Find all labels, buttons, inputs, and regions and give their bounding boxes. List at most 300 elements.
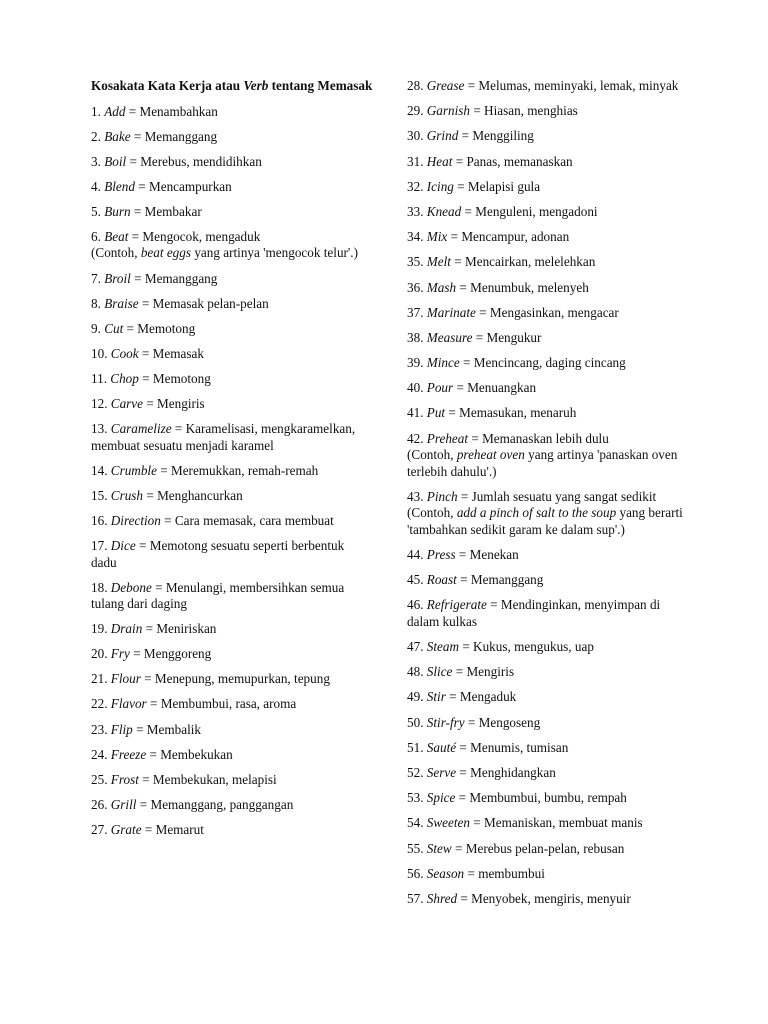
vocab-item [407, 78, 689, 95]
vocab-item [91, 321, 373, 338]
item-meaning: Hiasan, menghias [484, 103, 578, 119]
item-meaning: Meniriskan [156, 621, 217, 637]
vocab-item [91, 296, 373, 313]
item-number: 43. [407, 488, 424, 504]
vocab-item [407, 715, 689, 732]
item-meaning: Membekukan, melapisi [152, 771, 277, 787]
vocab-list-right [407, 78, 689, 907]
vocab-item [91, 104, 373, 121]
vocab-item [91, 154, 373, 171]
item-term: Sweeten [426, 815, 470, 831]
item-number: 21. [91, 671, 108, 687]
item-term: Sauté [426, 739, 457, 755]
item-term: Roast [426, 572, 457, 588]
item-number: 10. [91, 345, 108, 361]
item-meaning: Membumbui, rasa, aroma [160, 696, 297, 712]
item-meaning: Memotong sesuatu seperti berbentuk dadu [91, 538, 345, 570]
item-number: 12. [91, 396, 108, 412]
item-meaning: Panas, memanaskan [466, 153, 573, 169]
vocab-item [407, 572, 689, 589]
item-number: 2. [91, 128, 101, 144]
item-term: Flip [110, 721, 133, 737]
item-term: Beat [104, 228, 129, 244]
item-separator: = [128, 228, 143, 244]
item-number: 44. [407, 547, 424, 562]
item-term: Stir [426, 689, 446, 705]
item-term: Mash [426, 279, 457, 295]
item-number: 5. [91, 203, 101, 219]
item-term: Heat [426, 153, 453, 169]
vocab-item [91, 346, 373, 363]
item-term: Refrigerate [426, 597, 487, 613]
left-column [91, 78, 373, 847]
item-term: Grate [110, 821, 142, 837]
item-separator: = [475, 304, 490, 320]
item-number: 32. [407, 178, 424, 194]
vocab-item [407, 204, 689, 221]
item-meaning: Menulangi, membersihkan semua tulang dari daging [91, 579, 345, 612]
item-number: 23. [91, 721, 108, 737]
item-meaning: Membakar [144, 203, 202, 219]
vocab-item [91, 621, 373, 638]
vocab-item [407, 689, 689, 706]
item-separator: = [143, 396, 158, 412]
vocab-item [91, 488, 373, 505]
item-term: Steam [426, 639, 460, 655]
item-number: 6. [91, 228, 101, 244]
item-term: Pour [426, 380, 454, 396]
item-number: 52. [407, 765, 424, 780]
item-separator: = [156, 462, 171, 478]
item-term: Crush [110, 487, 144, 503]
item-term: Mince [426, 355, 460, 371]
item-separator: = [459, 639, 474, 655]
item-term: Add [104, 103, 126, 119]
item-separator: = [143, 487, 158, 503]
item-separator: = [451, 840, 466, 856]
item-meaning: Menambahkan [139, 103, 218, 119]
vocab-item [91, 371, 373, 388]
item-meaning: Mengiris [466, 664, 515, 680]
item-number: 4. [91, 178, 101, 194]
vocab-item [91, 722, 373, 739]
item-separator: = [160, 512, 175, 528]
item-meaning: Merebus, mendidihkan [140, 153, 262, 169]
item-meaning: Menggoreng [143, 646, 212, 662]
vocab-item [91, 538, 373, 571]
item-separator: = [130, 203, 145, 219]
item-separator: = [464, 714, 479, 730]
item-separator: = [452, 664, 467, 680]
item-meaning: Mengasinkan, mengacar [489, 304, 619, 320]
item-meaning: Menumbuk, melenyeh [470, 279, 589, 295]
item-separator: = [445, 689, 460, 705]
item-separator: = [171, 421, 186, 437]
note-text: (Contoh, [407, 505, 457, 521]
item-term: Garnish [426, 103, 471, 119]
item-meaning: Memanggang [144, 128, 218, 144]
item-number: 7. [91, 270, 101, 286]
vocab-item [91, 179, 373, 196]
item-meaning: Mengocok, mengaduk [142, 228, 261, 244]
item-number: 51. [407, 739, 424, 755]
item-separator: = [453, 380, 468, 396]
item-meaning: Mencincang, daging cincang [473, 355, 626, 371]
item-term: Mix [426, 229, 448, 245]
item-meaning: Memotong [152, 370, 211, 386]
item-number: 39. [407, 355, 424, 371]
item-meaning: Kukus, mengukus, uap [473, 639, 594, 655]
item-separator: = [125, 103, 140, 119]
item-meaning: Membumbui, bumbu, rempah [469, 790, 627, 806]
item-number: 33. [407, 203, 424, 219]
right-column [407, 78, 689, 916]
item-term: Caramelize [110, 421, 172, 437]
item-number: 17. [91, 538, 108, 553]
vocab-item [91, 772, 373, 789]
item-number: 1. [91, 103, 101, 119]
item-term: Broil [104, 270, 131, 286]
item-meaning: Mencampur, adonan [461, 229, 570, 245]
item-meaning: membumbui [478, 865, 545, 881]
item-number: 19. [91, 621, 108, 637]
item-term: Carve [110, 396, 144, 412]
note-example: beat eggs [140, 245, 192, 261]
item-number: 16. [91, 512, 108, 528]
item-number: 45. [407, 572, 424, 588]
item-meaning: Jumlah sesuatu yang sangat sedikit [471, 488, 657, 504]
item-separator: = [459, 355, 474, 371]
item-separator: = [447, 229, 462, 245]
item-term: Icing [426, 178, 454, 194]
item-term: Grind [426, 128, 459, 144]
note-text: (Contoh, [407, 447, 457, 463]
item-meaning: Mengiris [157, 396, 205, 412]
item-term: Grill [110, 796, 137, 812]
item-number: 30. [407, 128, 424, 144]
item-term: Direction [110, 512, 161, 528]
item-meaning: Memarut [155, 821, 204, 837]
item-meaning: Menepung, memupurkan, tepung [154, 671, 330, 687]
item-number: 56. [407, 865, 424, 881]
title-prefix: Kosakata Kata Kerja atau [91, 78, 244, 93]
vocab-item [407, 305, 689, 322]
item-separator: = [146, 696, 161, 712]
item-example-note [407, 447, 677, 479]
vocab-item [407, 330, 689, 347]
item-term: Stew [426, 840, 452, 856]
item-meaning: Mencampurkan [148, 178, 232, 194]
item-term: Stir-fry [426, 714, 465, 730]
item-meaning: Memasukan, menaruh [459, 405, 577, 421]
item-separator: = [138, 771, 153, 787]
item-meaning: Mengukur [486, 329, 542, 345]
item-term: Spice [426, 790, 456, 806]
item-number: 50. [407, 714, 424, 730]
vocab-item [407, 280, 689, 297]
item-term: Boil [104, 153, 127, 169]
item-meaning: Memanggang, panggangan [150, 796, 294, 812]
item-number: 25. [91, 771, 108, 787]
item-number: 18. [91, 579, 108, 595]
item-number: 14. [91, 462, 108, 478]
item-term: Chop [110, 370, 139, 386]
item-term: Burn [104, 203, 131, 219]
item-separator: = [151, 579, 166, 595]
item-term: Cook [110, 345, 139, 361]
item-separator: = [456, 279, 471, 295]
item-number: 47. [407, 639, 424, 655]
note-text: (Contoh, [91, 245, 141, 261]
item-number: 3. [91, 153, 101, 169]
item-separator: = [142, 621, 157, 637]
item-number: 46. [407, 597, 424, 613]
item-separator: = [123, 320, 138, 336]
item-separator: = [138, 370, 153, 386]
item-number: 29. [407, 103, 424, 119]
item-number: 53. [407, 790, 424, 806]
item-number: 20. [91, 646, 108, 662]
item-separator: = [138, 345, 153, 361]
vocab-item [407, 639, 689, 656]
item-meaning: Menghidangkan [470, 765, 556, 780]
item-meaning: Merebus pelan-pelan, rebusan [465, 840, 625, 856]
item-meaning: Memanggang [470, 572, 544, 588]
item-number: 37. [407, 304, 424, 320]
item-meaning: Menguleni, mengadoni [475, 203, 598, 219]
item-separator: = [453, 178, 468, 194]
item-term: Marinate [426, 304, 476, 320]
item-meaning: Memasak pelan-pelan [152, 295, 269, 311]
vocab-item [407, 355, 689, 372]
item-term: Bake [104, 128, 131, 144]
item-meaning: Menuangkan [467, 380, 537, 396]
vocab-item [407, 254, 689, 271]
item-term: Melt [426, 254, 451, 270]
vocab-list-left [91, 104, 373, 839]
item-separator: = [135, 538, 150, 553]
title-emph: Verb [243, 78, 269, 93]
vocab-item [407, 547, 689, 564]
item-number: 42. [407, 430, 424, 446]
item-term: Flour [110, 671, 141, 687]
item-meaning: Menyobek, mengiris, menyuir [471, 890, 631, 906]
vocab-item [91, 747, 373, 764]
item-separator: = [457, 488, 472, 504]
item-separator: = [450, 254, 465, 270]
item-meaning: Memaniskan, membuat manis [484, 815, 643, 831]
item-number: 27. [91, 821, 108, 837]
item-number: 8. [91, 295, 101, 311]
vocab-item [407, 815, 689, 832]
item-separator: = [130, 128, 145, 144]
vocab-item [407, 664, 689, 681]
item-separator: = [130, 270, 145, 286]
vocab-item [91, 671, 373, 688]
vocab-item [91, 271, 373, 288]
item-term: Flavor [110, 696, 147, 712]
item-meaning: Membalik [146, 721, 202, 737]
item-separator: = [472, 329, 487, 345]
item-term: Crumble [110, 462, 157, 478]
item-meaning: Memanaskan lebih dulu [482, 430, 609, 446]
item-meaning: Menghancurkan [157, 487, 243, 503]
item-separator: = [470, 103, 485, 119]
item-meaning: Menekan [469, 547, 519, 562]
item-separator: = [134, 178, 149, 194]
item-number: 11. [91, 370, 107, 386]
item-meaning: Karamelisasi, mengkaramelkan, membuat sesuatu menjadi karamel [91, 421, 356, 453]
item-meaning: Menumis, tumisan [470, 739, 569, 755]
item-separator: = [129, 646, 144, 662]
item-separator: = [138, 295, 153, 311]
item-term: Shred [426, 890, 458, 906]
vocab-item [407, 765, 689, 782]
item-number: 26. [91, 796, 108, 812]
item-term: Measure [426, 329, 473, 345]
item-term: Grease [426, 78, 465, 93]
vocab-item [91, 580, 373, 613]
item-meaning: Membekukan [160, 746, 233, 762]
item-number: 49. [407, 689, 424, 705]
item-number: 13. [91, 421, 108, 437]
item-term: Cut [104, 320, 124, 336]
item-term: Season [426, 865, 465, 881]
item-number: 15. [91, 487, 108, 503]
note-example: preheat oven [456, 447, 525, 463]
vocab-item [91, 204, 373, 221]
item-separator: = [464, 865, 479, 881]
item-number: 34. [407, 229, 424, 245]
vocab-item [91, 646, 373, 663]
item-separator: = [461, 203, 476, 219]
item-term: Braise [104, 295, 139, 311]
item-separator: = [455, 790, 470, 806]
item-number: 38. [407, 329, 424, 345]
item-meaning: Mengoseng [478, 714, 541, 730]
vocab-item [91, 696, 373, 713]
item-term: Blend [104, 178, 135, 194]
item-meaning: Cara memasak, cara membuat [174, 512, 334, 528]
item-term: Put [426, 405, 446, 421]
vocab-item [407, 740, 689, 757]
item-term: Slice [426, 664, 453, 680]
item-number: 54. [407, 815, 424, 831]
vocab-item [407, 154, 689, 171]
item-meaning: Meremukkan, remah-remah [170, 462, 319, 478]
item-term: Frost [110, 771, 139, 787]
vocab-item [407, 841, 689, 858]
item-example-note [407, 505, 683, 537]
item-separator: = [456, 765, 471, 780]
vocab-item [91, 463, 373, 480]
item-separator: = [445, 405, 460, 421]
item-number: 28. [407, 78, 424, 93]
note-text: yang berarti 'tambahkan sedikit garam ke dalam sup'.) [407, 505, 683, 537]
item-meaning: Mencairkan, melelehkan [464, 254, 596, 270]
vocab-item [91, 513, 373, 530]
item-term: Freeze [110, 746, 147, 762]
vocab-item [407, 405, 689, 422]
item-separator: = [456, 739, 471, 755]
item-term: Drain [110, 621, 143, 637]
item-separator: = [456, 572, 471, 588]
vocab-item [407, 179, 689, 196]
item-example-note [91, 245, 358, 260]
item-term: Pinch [426, 488, 458, 504]
item-separator: = [126, 153, 141, 169]
item-meaning: Memotong [137, 320, 196, 336]
item-separator: = [455, 547, 470, 562]
item-number: 22. [91, 696, 108, 712]
vocab-item [407, 866, 689, 883]
item-separator: = [458, 128, 473, 144]
page-title [91, 78, 373, 95]
item-number: 36. [407, 279, 424, 295]
item-term: Serve [426, 765, 457, 780]
title-suffix: tentang Memasak [268, 78, 373, 93]
item-term: Dice [110, 538, 136, 553]
item-meaning: Menggiling [472, 128, 534, 144]
item-separator: = [468, 430, 483, 446]
item-separator: = [486, 597, 501, 613]
item-term: Preheat [426, 430, 469, 446]
item-number: 31. [407, 153, 424, 169]
vocab-item [407, 891, 689, 908]
item-separator: = [141, 821, 156, 837]
vocab-item [91, 797, 373, 814]
note-text: yang artinya 'panaskan oven terlebih dahulu'.) [407, 447, 678, 479]
item-number: 57. [407, 890, 424, 906]
item-separator: = [140, 671, 155, 687]
item-number: 55. [407, 840, 424, 856]
vocab-item [91, 396, 373, 413]
item-separator: = [146, 746, 161, 762]
item-term: Debone [110, 579, 152, 595]
vocab-item [407, 431, 689, 481]
item-meaning: Mendinginkan, menyimpan di dalam kulkas [407, 597, 661, 629]
item-term: Fry [110, 646, 130, 662]
vocab-item [91, 822, 373, 839]
item-number: 35. [407, 254, 424, 270]
vocab-item [91, 229, 373, 262]
item-meaning: Memasak [152, 345, 204, 361]
item-number: 41. [407, 405, 424, 421]
item-separator: = [136, 796, 151, 812]
note-text: yang artinya 'mengocok telur'.) [191, 245, 358, 261]
item-separator: = [470, 815, 485, 831]
item-number: 40. [407, 380, 424, 396]
item-meaning: Melapisi gula [467, 178, 541, 194]
item-separator: = [452, 153, 467, 169]
vocab-item [407, 229, 689, 246]
vocab-item [91, 421, 373, 454]
item-meaning: Mengaduk [459, 689, 517, 705]
item-separator: = [457, 890, 472, 906]
vocab-item [407, 380, 689, 397]
item-meaning: Melumas, meminyaki, lemak, minyak [478, 78, 679, 93]
item-term: Press [426, 547, 456, 562]
item-term: Knead [426, 203, 462, 219]
item-number: 48. [407, 664, 424, 680]
vocab-item [91, 129, 373, 146]
vocab-item [407, 103, 689, 120]
vocab-item [407, 489, 689, 539]
vocab-item [407, 597, 689, 630]
note-example: add a pinch of salt to the soup [456, 505, 617, 521]
vocab-item [407, 128, 689, 145]
item-meaning: Memanggang [144, 270, 218, 286]
